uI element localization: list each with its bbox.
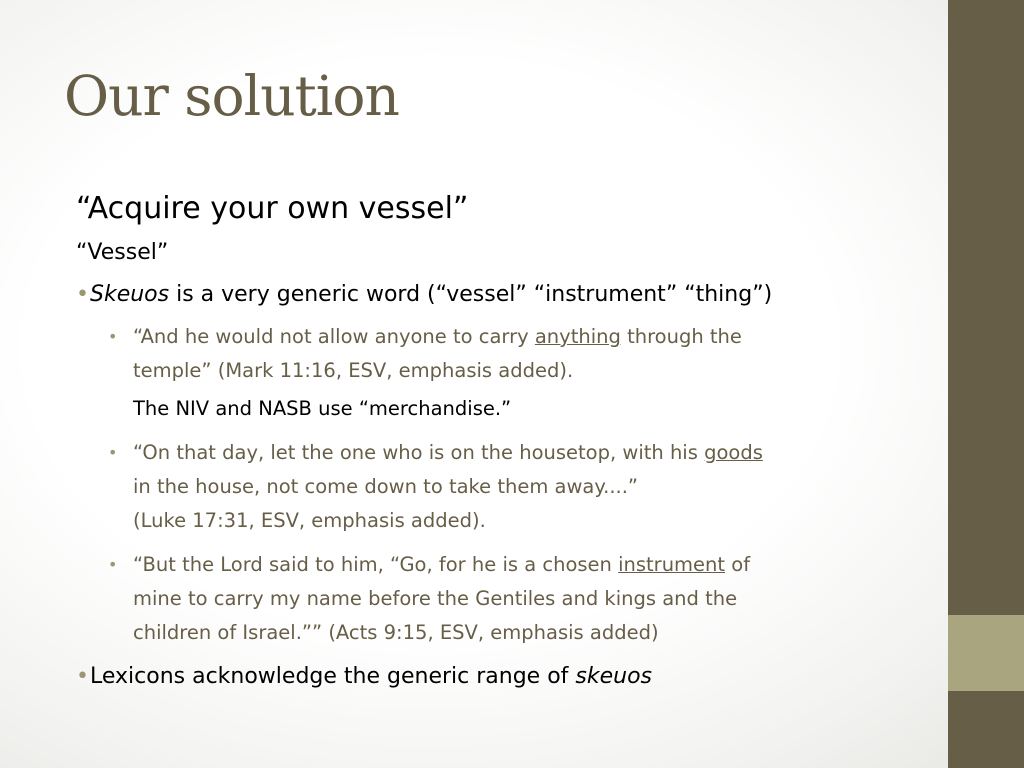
skeuos-word: Skeuos — [89, 282, 170, 307]
quote-acts — [108, 548, 893, 650]
quote-acts-line2: mine to carry my name before the Gentiles and kings and the — [133, 587, 738, 610]
quote-luke-line2: in the house, not come down to take them away....” — [133, 475, 639, 498]
skeuos-word: skeuos — [575, 664, 653, 689]
bullet-lexicons-text: Lexicons acknowledge the generic range of — [89, 664, 576, 689]
bullet-dot: • — [76, 282, 89, 307]
bullet-dot: • — [76, 664, 89, 689]
quote-luke-emphasis: goods — [704, 441, 763, 464]
quote-acts-text: “But the Lord said to him, “Go, for he is a chosen — [133, 553, 619, 576]
quote-acts-line3: children of Israel.”” (Acts 9:15, ESV, emphasis added) — [133, 621, 659, 644]
quote-mark-line2: temple” (Mark 11:16, ESV, emphasis added). — [133, 359, 574, 382]
slide-title: Our solution — [64, 64, 399, 128]
quote-luke — [108, 436, 893, 538]
sub-heading: “Vessel” — [76, 240, 169, 265]
quote-acts-text-end: of — [725, 553, 751, 576]
bullet-skeuos-text: is a very generic word (“vessel” “instrument” “thing”) — [169, 282, 773, 307]
quote-mark-emphasis: anything — [534, 325, 621, 348]
quote-mark-text-end: through the — [620, 325, 742, 348]
sidebar-accent-block — [948, 615, 1024, 691]
quote-mark — [108, 320, 893, 388]
quote-luke-line3: (Luke 17:31, ESV, emphasis added). — [133, 509, 486, 532]
sub-bullet-dot: • — [108, 555, 118, 574]
bullet-skeuos — [76, 280, 896, 310]
bullet-lexicons — [76, 662, 896, 692]
slide-content — [76, 190, 896, 692]
quote-acts-emphasis: instrument — [618, 553, 726, 576]
sub-bullet-dot: • — [108, 327, 118, 346]
translation-note: The NIV and NASB use “merchandise.” — [133, 397, 512, 420]
quote-luke-text: “On that day, let the one who is on the housetop, with his — [133, 441, 705, 464]
quote-mark-text: “And he would not allow anyone to carry — [133, 325, 535, 348]
main-heading: “Acquire your own vessel” — [76, 191, 469, 226]
sub-bullet-dot: • — [108, 443, 118, 462]
